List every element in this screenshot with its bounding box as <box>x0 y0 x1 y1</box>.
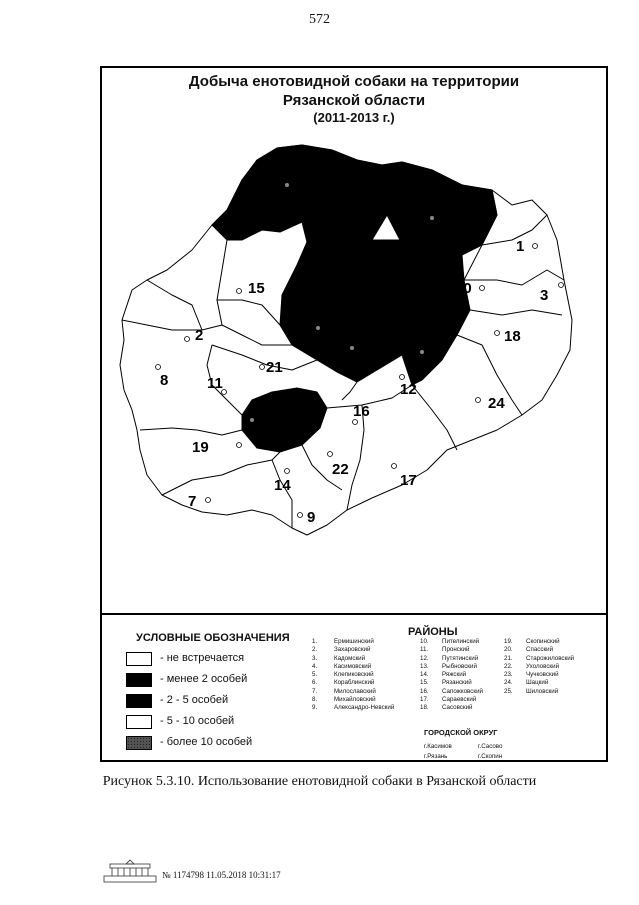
district-list-name: Ряжский <box>442 671 467 679</box>
district-21-marker <box>260 365 265 370</box>
district-list-number: 3. <box>312 654 318 662</box>
district-list-item <box>420 663 483 671</box>
city-district-title: ГОРОДСКОЙ ОКРУГ <box>424 728 498 737</box>
district-list-number: 25. <box>504 687 513 695</box>
district-list-item <box>420 688 483 696</box>
district-list-number: 19. <box>504 638 513 645</box>
district-list-number: 5. <box>312 671 318 679</box>
district-17-marker <box>392 464 397 469</box>
district-number: 12 <box>400 381 417 398</box>
district-list-number: 1. <box>312 638 318 645</box>
district-list-item <box>312 704 394 712</box>
map-title <box>100 72 608 110</box>
district-list-number: 9. <box>312 704 318 712</box>
district-list-name: Старожиловский <box>526 654 575 662</box>
district-marker <box>250 418 254 422</box>
district-list-name: Рязанский <box>442 679 472 687</box>
district-list-name: Сасовский <box>442 704 473 712</box>
legend-swatch <box>126 715 152 729</box>
city-district-item: г.Скопин <box>478 753 503 760</box>
district-list-name: Сараевский <box>442 696 477 704</box>
district-list-item <box>312 646 394 654</box>
district-list-item <box>420 704 483 712</box>
district-list-item <box>504 663 574 671</box>
district-list-name: Кадомский <box>334 654 366 662</box>
map-title-line2: Рязанской области <box>282 92 426 109</box>
district-list-number: 22. <box>504 662 513 670</box>
district-list-name: Михайловский <box>334 696 376 704</box>
district-list-name: Пителинский <box>442 638 480 645</box>
districts-column-3 <box>504 638 574 696</box>
district-list-item <box>504 671 574 679</box>
district-number: 3 <box>540 287 549 304</box>
district-24-marker <box>476 398 481 403</box>
district-number: 7 <box>188 493 197 510</box>
legend-label: - 5 - 10 особей <box>160 715 235 727</box>
district-number: 16 <box>353 403 370 420</box>
district-list-number: 10. <box>420 638 429 645</box>
legend-label: - не встречается <box>160 652 245 664</box>
legend-divider <box>102 613 606 615</box>
district-list-number: 21. <box>504 654 513 662</box>
district-marker <box>430 216 434 220</box>
district-10-marker <box>480 286 485 291</box>
district-number: 10 <box>455 280 472 297</box>
district-number: 11 <box>207 375 223 392</box>
district-list-item <box>312 696 394 704</box>
district-number: 14 <box>274 477 291 494</box>
district-list-number: 13. <box>420 662 429 670</box>
district-list-name: Касимовский <box>334 662 372 670</box>
legend-swatch <box>126 673 152 687</box>
district-list-number: 20. <box>504 646 513 654</box>
district-number: 24 <box>488 395 505 412</box>
district-list-number: 24. <box>504 679 513 687</box>
district-18-marker <box>495 331 500 336</box>
district-8-marker <box>156 365 161 370</box>
district-number: 19 <box>192 439 209 456</box>
district-list-item <box>420 646 483 654</box>
map-title-line1: Добыча енотовидной собаки на территории <box>188 73 520 90</box>
district-list-number: 17. <box>420 696 429 704</box>
districts-column-2 <box>420 638 483 713</box>
district-list-item <box>312 671 394 679</box>
district-marker <box>316 326 320 330</box>
district-list-name: Шацкий <box>526 679 549 687</box>
city-district-item: г.Касимов <box>424 743 452 750</box>
district-list-item <box>420 679 483 687</box>
district-9-marker <box>298 513 303 518</box>
district-list-name: Ермишинский <box>334 638 374 645</box>
district-list-item <box>312 655 394 663</box>
district-list-item <box>420 655 483 663</box>
district-list-number: 2. <box>312 646 318 654</box>
district-number: 22 <box>332 461 349 478</box>
district-list-name: Скопинский <box>526 638 560 645</box>
district-22-marker <box>328 452 333 457</box>
district-list-name: Милославский <box>334 687 376 695</box>
district-list-number: 12. <box>420 654 429 662</box>
legend-label: - менее 2 особей <box>160 673 248 685</box>
figure-caption: Рисунок 5.3.10. Использование енотовидной собаки в Рязанской области <box>102 774 537 789</box>
district-list-number: 8. <box>312 696 318 704</box>
district-list-name: Путятинский <box>442 654 479 662</box>
district-number: 17 <box>400 472 417 489</box>
district-16-marker <box>353 420 358 425</box>
district-list-item <box>420 638 483 646</box>
districts-title: РАЙОНЫ <box>408 626 458 638</box>
district-list-name: Шиловский <box>526 687 559 695</box>
district-list-number: 11. <box>420 646 429 654</box>
district-list-item <box>312 638 394 646</box>
page-number: 572 <box>309 12 330 27</box>
districts-column-1 <box>312 638 394 713</box>
district-list-name: Александро-Невский <box>334 704 395 712</box>
district-number: 21 <box>266 359 283 376</box>
legend-label: - более 10 особей <box>160 736 253 748</box>
district-number: 18 <box>504 328 521 345</box>
district-marker <box>350 346 354 350</box>
building-stamp-icon <box>102 858 158 884</box>
district-list-number: 15. <box>420 679 429 687</box>
district-3-marker <box>559 283 564 288</box>
district-list-item <box>504 655 574 663</box>
district-number: 2 <box>195 327 204 344</box>
legend-swatch <box>126 652 152 666</box>
district-list-item <box>504 679 574 687</box>
district-number: 8 <box>160 372 169 389</box>
district-list-name: Пронский <box>442 646 470 654</box>
district-list-item <box>420 671 483 679</box>
district-list-number: 6. <box>312 679 318 687</box>
district-list-name: Кораблинский <box>334 679 375 687</box>
legend-swatch <box>126 736 152 750</box>
district-list-name: Рыбновский <box>442 662 477 670</box>
district-list-number: 23. <box>504 671 513 679</box>
district-1-marker <box>533 244 538 249</box>
district-list-item <box>504 646 574 654</box>
district-marker <box>285 183 289 187</box>
district-list-item <box>504 688 574 696</box>
district-list-name: Клепиковский <box>334 671 374 679</box>
district-list-item <box>312 663 394 671</box>
district-list-number: 4. <box>312 662 318 670</box>
district-number: 9 <box>307 509 316 526</box>
district-list-item <box>420 696 483 704</box>
district-list-number: 7. <box>312 687 318 695</box>
district-list-name: Спасский <box>526 646 554 654</box>
district-14-marker <box>285 469 290 474</box>
district-7-marker <box>206 498 211 503</box>
district-list-name: Ухоловский <box>526 662 560 670</box>
city-district-item: г.Рязань <box>424 753 448 760</box>
district-number: 15 <box>248 280 265 297</box>
region-map <box>102 130 606 560</box>
district-15-marker <box>237 289 242 294</box>
map-period: (2011-2013 г.) <box>313 110 395 125</box>
document-stamp: № 1174798 11.05.2018 10:31:17 <box>162 870 281 880</box>
district-list-item <box>312 679 394 687</box>
district-list-item <box>504 638 574 646</box>
legend-label: - 2 - 5 особей <box>160 694 229 706</box>
district-number: 1 <box>516 238 525 255</box>
city-district-item: г.Сасово <box>478 743 503 750</box>
district-list-number: 14. <box>420 671 429 679</box>
legend-title: УСЛОВНЫЕ ОБОЗНАЧЕНИЯ <box>136 632 290 644</box>
district-12-marker <box>400 375 405 380</box>
district-2-marker <box>185 337 190 342</box>
district-list-name: Сапожковский <box>442 687 483 695</box>
district-marker <box>420 350 424 354</box>
district-list-name: Захаровский <box>334 646 371 654</box>
district-list-name: Чучковский <box>526 671 559 679</box>
district-19-marker <box>237 443 242 448</box>
district-list-number: 16. <box>420 687 429 695</box>
district-list-item <box>312 688 394 696</box>
district-list-number: 18. <box>420 704 429 712</box>
legend-swatch <box>126 694 152 708</box>
